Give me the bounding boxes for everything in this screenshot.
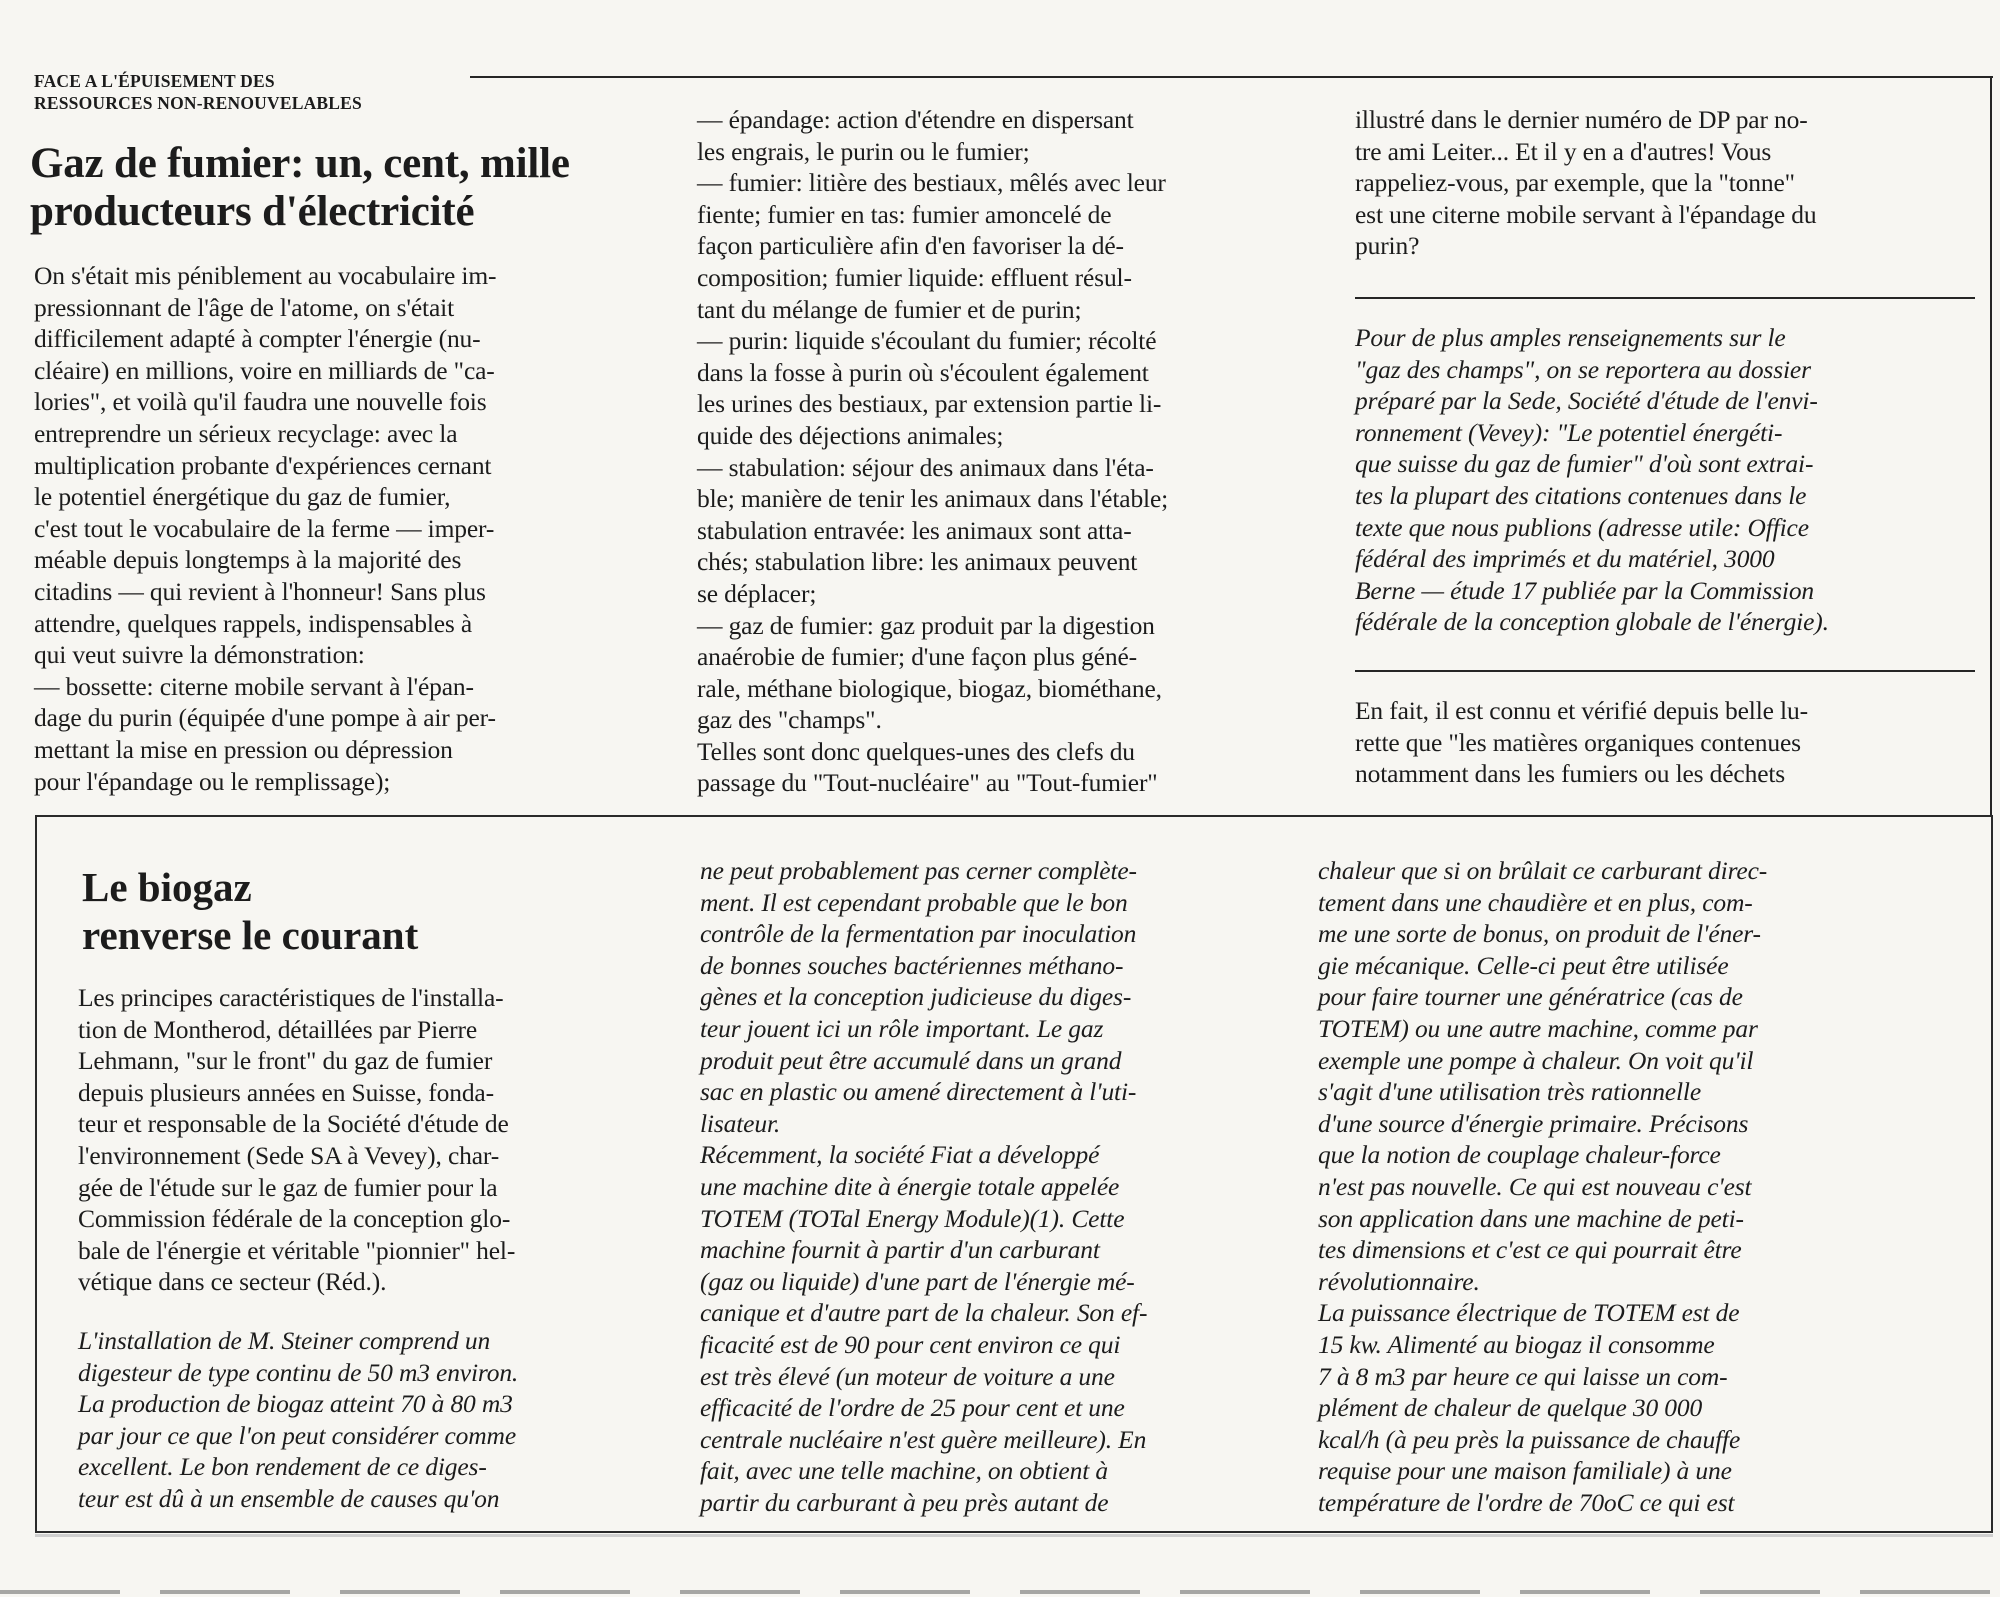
box-intro: Les principes caractéristiques de l'installa- tion de Montherod, détaillées par Pierre Lehmann, "sur le front" du gaz de fumier depuis plusieurs années en Suisse, fonda- teur et responsable de la Société d'étude de l'environnement (Sede SA à Vevey), char- gée de l'étude sur le gaz de fumier pour la Commission fédérale de la conception glo- bale de l'énergie et véritable "pionnier" hel- vétique dans ce secteur (Réd.). [78, 983, 516, 1297]
top-article-column-2: — épandage: action d'étendre en dispersant les engrais, le purin ou le fumier; — fumier: litière des bestiaux, mêlés avec leur fiente; fumier en tas: fumier amoncelé de façon particulière afin d'en favoriser la dé- composition; fumier liquide: effluent résul- tant du mélange de fumier et de purin; — purin: liquide s'écoulant du fumier; récolté dans la fosse à purin où s'écoulent également les urines des bestiaux, par extension partie li- quide des déjections animales; — stabulation: séjour des animaux dans l'éta- ble; manière de tenir les animaux dans l'étable; stabulation entravée: les animaux sont atta- chés; stabulation libre: les animaux peuvent se déplacer; — gaz de fumier: gaz produit par la digestion anaérobie de fumier; d'une façon plus géné- rale, méthane biologique, biogaz, biométhane, gaz des "champs". Telles sont donc quelques-unes des clefs du passage du "Tout-nucléaire" au "Tout-fumier" [697, 105, 1169, 798]
column-rule-right [1990, 76, 1992, 816]
box-column-1: L'installation de M. Steiner comprend un digesteur de type continu de 50 m3 environ. La production de biogaz atteint 70 à 80 m3 par jour ce que l'on peut considérer comme excellent. Le bon rendement de ce diges- teur est dû à un ensemble de causes qu'on [78, 1326, 519, 1513]
headline: Gaz de fumier: un, cent, mille producteurs d'électricité [30, 140, 570, 235]
box-title: Le biogaz renverse le courant [82, 864, 419, 958]
note-rule-bottom [1355, 670, 1975, 672]
sources-note: Pour de plus amples renseignements sur le "gaz des champs", on se reportera au dossier préparé par la Sede, Société d'étude de l'envi- ronnement (Vevey): "Le potentiel énergéti- que suisse du gaz de fumier" d'où sont extrai- tes la plupart des citations contenues dans le texte que nous publions (adresse utile: Office fédéral des imprimés et du matériel, 3000 Berne — étude 17 publiée par la Commission fédérale de la conception globale de l'énergie). [1355, 323, 1829, 637]
box-column-3: chaleur que si on brûlait ce carburant direc- tement dans une chaudière et en plus, com- me une sorte de bonus, on produit de l'éner- gie mécanique. Celle-ci peut être utilisée pour faire tourner une génératrice (cas de TOTEM) ou une autre machine, comme par exemple une pompe à chaleur. On voit qu'il s'agit d'une utilisation très rationnelle d'une source d'énergie primaire. Précisons que la notion de couplage chaleur-force n'est pas nouvelle. Ce qui est nouveau c'est son application dans une machine de peti- tes dimensions et c'est ce qui pourrait être révolutionnaire. La puissance électrique de TOTEM est de 15 kw. Alimenté au biogaz il consomme 7 à 8 m3 par heure ce qui laisse un com- plément de chaleur de quelque 30 000 kcal/h (à peu près la puissance de chauffe requise pour une maison familiale) à une température de l'ordre de 70oC ce qui est [1318, 856, 1768, 1517]
box-shadow [35, 1534, 1993, 1537]
page-bottom-marks [0, 1590, 2000, 1594]
header-rule [470, 76, 1993, 78]
top-article-column-1: On s'était mis péniblement au vocabulaire im- pressionnant de l'âge de l'atome, on s'était difficilement adapté à compter l'énergie (nu- cléaire) en millions, voire en milliards de "ca- lories", et voilà qu'il faudra une nouvelle fois entreprendre un sérieux recyclage: avec la multiplication probante d'expériences cernant le potentiel énergétique du gaz de fumier, c'est tout le vocabulaire de la ferme — imper- méable depuis longtemps à la majorité des citadins — qui revient à l'honneur! Sans plus attendre, quelques rappels, indispensables à qui veut suivre la démonstration: — bossette: citerne mobile servant à l'épan- dage du purin (équipée d'une pompe à air per- mettant la mise en pression ou dépression pour l'épandage ou le remplissage); [34, 261, 497, 796]
top-article-column-3-text: illustré dans le dernier numéro de DP par no- tre ami Leiter... Et il y en a d'autres! Vous rappeliez-vous, par exemple, que la "tonne" est une citerne mobile servant à l'épandage du purin? [1355, 105, 1817, 261]
box-column-2: ne peut probablement pas cerner complète- ment. Il est cependant probable que le bon contrôle de la fermentation par inoculation de bonnes souches bactériennes méthano- gènes et la conception judicieuse du diges- teur jouent ici un rôle important. Le gaz produit peut être accumulé dans un grand sac en plastic ou amené directement à l'uti- lisateur. Récemment, la société Fiat a développé une machine dite à énergie totale appelée TOTEM (TOTal Energy Module)(1). Cette machine fournit à partir d'un carburant (gaz ou liquide) d'une part de l'énergie mé- canique et d'autre part de la chaleur. Son ef- ficacité est de 90 pour cent environ ce qui est très élevé (un moteur de voiture a une efficacité de l'ordre de 25 pour cent et une centrale nucléaire n'est guère meilleure). En fait, avec une telle machine, on obtient à partir du carburant à peu près autant de [700, 856, 1148, 1517]
top-article-column-3-continued: En fait, il est connu et vérifié depuis belle lu- rette que "les matières organiques contenues notamment dans les fumiers ou les déchets [1355, 696, 1808, 789]
note-rule-top [1355, 297, 1975, 299]
kicker: FACE A L'ÉPUISEMENT DES RESSOURCES NON-RENOUVELABLES [34, 71, 362, 113]
